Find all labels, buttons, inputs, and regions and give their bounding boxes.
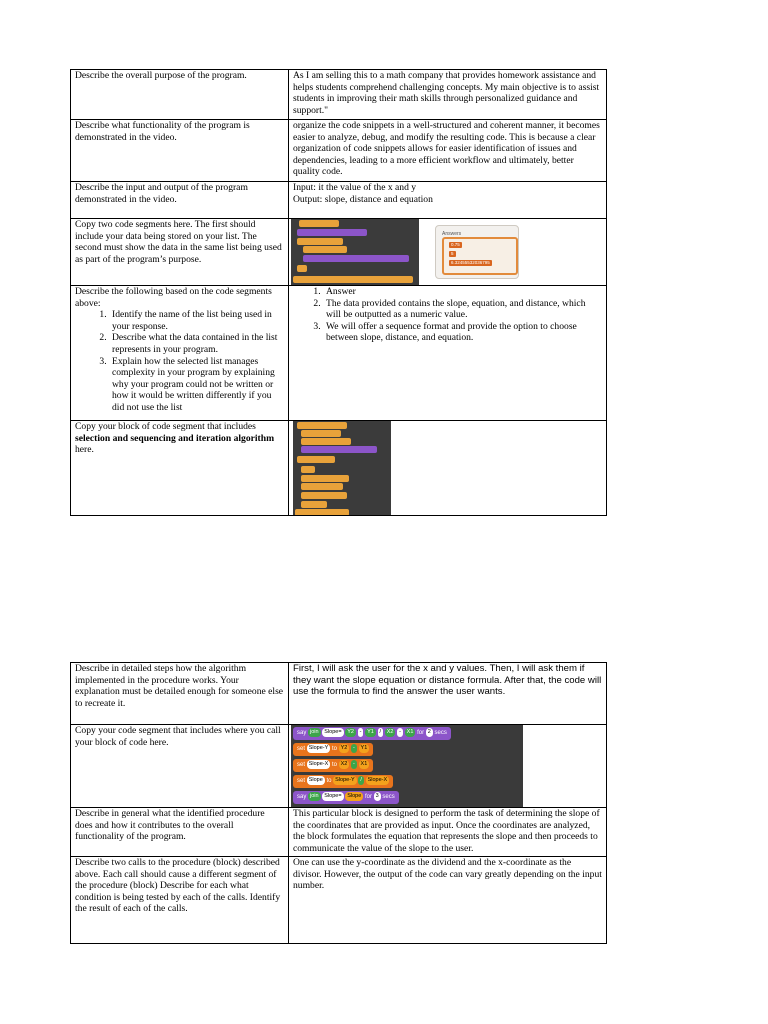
table-row: [71, 421, 607, 516]
code-part: Slope=: [324, 728, 342, 735]
question-cell: Describe what functionality of the program is demonstrated in the video.: [71, 120, 289, 182]
code-part: Y2: [340, 744, 348, 751]
code-block: [301, 430, 341, 437]
code-block: [297, 422, 347, 429]
table-row: [71, 725, 607, 808]
set-block: [293, 759, 373, 772]
code-block: [293, 276, 413, 283]
question-cell: Describe in detailed steps how the algorithm implemented in the procedure works. Your explanation must be detailed enough for someone else to recreate it.: [71, 663, 289, 725]
code-part: X1: [360, 760, 368, 767]
code-keyword: set: [297, 762, 306, 768]
code-block: [301, 475, 349, 482]
code-part: 2: [427, 728, 431, 735]
code-segment-list-storage: [291, 219, 419, 285]
code-segment-selection-iteration: [293, 421, 391, 515]
code-block: [301, 483, 343, 490]
answer-cell: As I am selling this to a math company that provides homework assistance and helps students comprehend challenging concepts. My main objective is to assist students in improving their math skills through personalized guidance and support.": [289, 70, 607, 120]
table-row: [71, 120, 607, 182]
code-part: join: [310, 792, 319, 799]
question-cell: Describe the input and output of the program demonstrated in the video.: [71, 182, 289, 219]
code-screenshot-cell: [289, 421, 607, 516]
input-description: Input: it the value of the x and y: [293, 182, 417, 193]
say-block: [293, 727, 451, 740]
code-block: [295, 509, 349, 515]
code-screenshot-cell: [289, 725, 607, 808]
question-cell: Describe in general what the identified procedure does and how it contributes to the overall functionality of the program.: [71, 808, 289, 857]
list-item: 6.32455532036795: [451, 260, 490, 265]
list-item: 1. Answer: [323, 286, 602, 298]
say-block: [293, 791, 399, 804]
table-row: [71, 663, 607, 725]
code-part: Slope: [347, 792, 362, 799]
code-part: 3: [375, 792, 379, 799]
code-part: to: [326, 778, 332, 784]
list-item: 5: [451, 251, 454, 256]
question-sublist: [75, 309, 284, 413]
code-part: for: [364, 794, 372, 800]
code-keyword: set: [297, 778, 306, 784]
code-segment-procedure-call: [291, 725, 523, 807]
question-suffix: here.: [75, 444, 94, 456]
question-cell: Copy two code segments here. The first should include your data being stored on your list. The second must show the data in the same list being used as part of the program’s purpose.: [71, 219, 289, 286]
code-block: [297, 265, 307, 272]
set-block: [293, 775, 393, 788]
question-cell: Copy your code segment that includes where you call your block of code here.: [71, 725, 289, 808]
question-bold: selection and sequencing and iteration algorithm: [75, 432, 275, 444]
code-keyword: set: [297, 746, 306, 752]
table-row: [71, 857, 607, 944]
answer-cell: [289, 286, 607, 421]
question-intro: Describe the following based on the code segments above:: [75, 286, 272, 309]
code-part: /: [379, 728, 382, 735]
list-item: 2. Describe what the data contained in the list represents in your program.: [109, 332, 284, 355]
code-part: to: [331, 746, 337, 752]
code-block: [297, 238, 343, 245]
code-part: Slope-X: [308, 760, 329, 767]
code-part: -: [353, 744, 355, 751]
code-part: Slope-X: [367, 776, 388, 783]
question-cell: Describe the overall purpose of the program.: [71, 70, 289, 120]
code-part: secs: [382, 794, 395, 800]
question-table-2: [70, 662, 607, 944]
answer-cell: organize the code snippets in a well-structured and coherent manner, it becomes easier to analyze, debug, and modify the resulting code. This is because a clear organization of code snippets allows for easier identification of issues and dependencies, leading to a more efficient workflow and ultimately, better quality code.: [289, 120, 607, 182]
code-part: Y1: [367, 728, 374, 735]
code-part: Y1: [360, 744, 368, 751]
code-part: -: [353, 760, 355, 767]
question-cell: [71, 286, 289, 421]
code-block: [303, 255, 409, 262]
table-row: [71, 182, 607, 219]
code-part: -: [359, 728, 362, 735]
code-part: Slope-Y: [308, 744, 329, 751]
set-block: [293, 743, 373, 756]
answer-list: [293, 286, 602, 344]
answer-cell: First, I will ask the user for the x and y values. Then, I will ask them if they want the slope equation or distance formula. After that, the code will use the formula to find the answer the user wants.: [289, 663, 607, 725]
table-row: [71, 808, 607, 857]
code-part: to: [331, 762, 337, 768]
code-part: join: [310, 728, 319, 735]
answer-cell: This particular block is designed to perform the task of determining the slope of the coordinates that are provided as input. Once the coordinates are analyzed, the block formulates the equation that represents the slope and then proceeds to communicate the value of the slope to the user.: [289, 808, 607, 857]
code-part: for: [417, 730, 425, 736]
list-item: 2. The data provided contains the slope, equation, and distance, which will be outputted as a numeric value.: [323, 298, 602, 321]
output-description: Output: slope, distance and equation: [293, 193, 433, 205]
code-part: X1: [406, 728, 414, 735]
code-block: [301, 438, 351, 445]
code-keyword: say: [297, 730, 307, 736]
list-item: 3. Explain how the selected list manages complexity in your program by explaining why your program could not be written or how it would be written differently if you did not use the list: [109, 356, 284, 414]
table-row: [71, 70, 607, 120]
code-screenshot-cell: [289, 219, 607, 286]
answer-cell: One can use the y-coordinate as the dividend and the x-coordinate as the divisor. However, the output of the code can vary greatly depending on the input number.: [289, 857, 607, 944]
question-cell: [71, 421, 289, 516]
code-block: [299, 220, 339, 227]
list-item: 0.75: [451, 242, 460, 247]
watcher-title: Answers: [442, 231, 462, 237]
code-part: Slope=: [324, 792, 342, 799]
table-row: [71, 219, 607, 286]
code-block: [303, 246, 347, 253]
code-part: -: [399, 728, 401, 735]
code-part: X2: [386, 728, 394, 735]
code-part: Slope-Y: [335, 776, 355, 783]
code-part: secs: [434, 730, 447, 736]
question-cell: Describe two calls to the procedure (block) described above. Each call should cause a different segment of the procedure (block) Describe for each what condition is being tested by each of the calls. Identify the result of each of the calls.: [71, 857, 289, 944]
table-row: [71, 286, 607, 421]
code-part: Y2: [347, 728, 354, 735]
code-block: [297, 229, 367, 236]
question-prefix: Copy your block of code segment that includes: [75, 421, 256, 432]
code-block: [297, 456, 335, 463]
code-block: [301, 466, 315, 473]
code-part: Slope: [308, 776, 323, 783]
list-item: 3. We will offer a sequence format and provide the option to choose between slope, distance, and equation.: [323, 321, 602, 344]
answer-cell: [289, 182, 607, 219]
watcher-list: [442, 237, 518, 275]
answers-list-watcher: [435, 225, 519, 279]
code-part: /: [360, 776, 362, 783]
code-keyword: say: [297, 794, 307, 800]
code-block: [301, 501, 327, 508]
code-block: [301, 446, 377, 453]
code-block: [301, 492, 347, 499]
question-table-1: [70, 69, 607, 516]
code-part: X2: [340, 760, 348, 767]
list-item: 1. Identify the name of the list being used in your response.: [109, 309, 284, 332]
